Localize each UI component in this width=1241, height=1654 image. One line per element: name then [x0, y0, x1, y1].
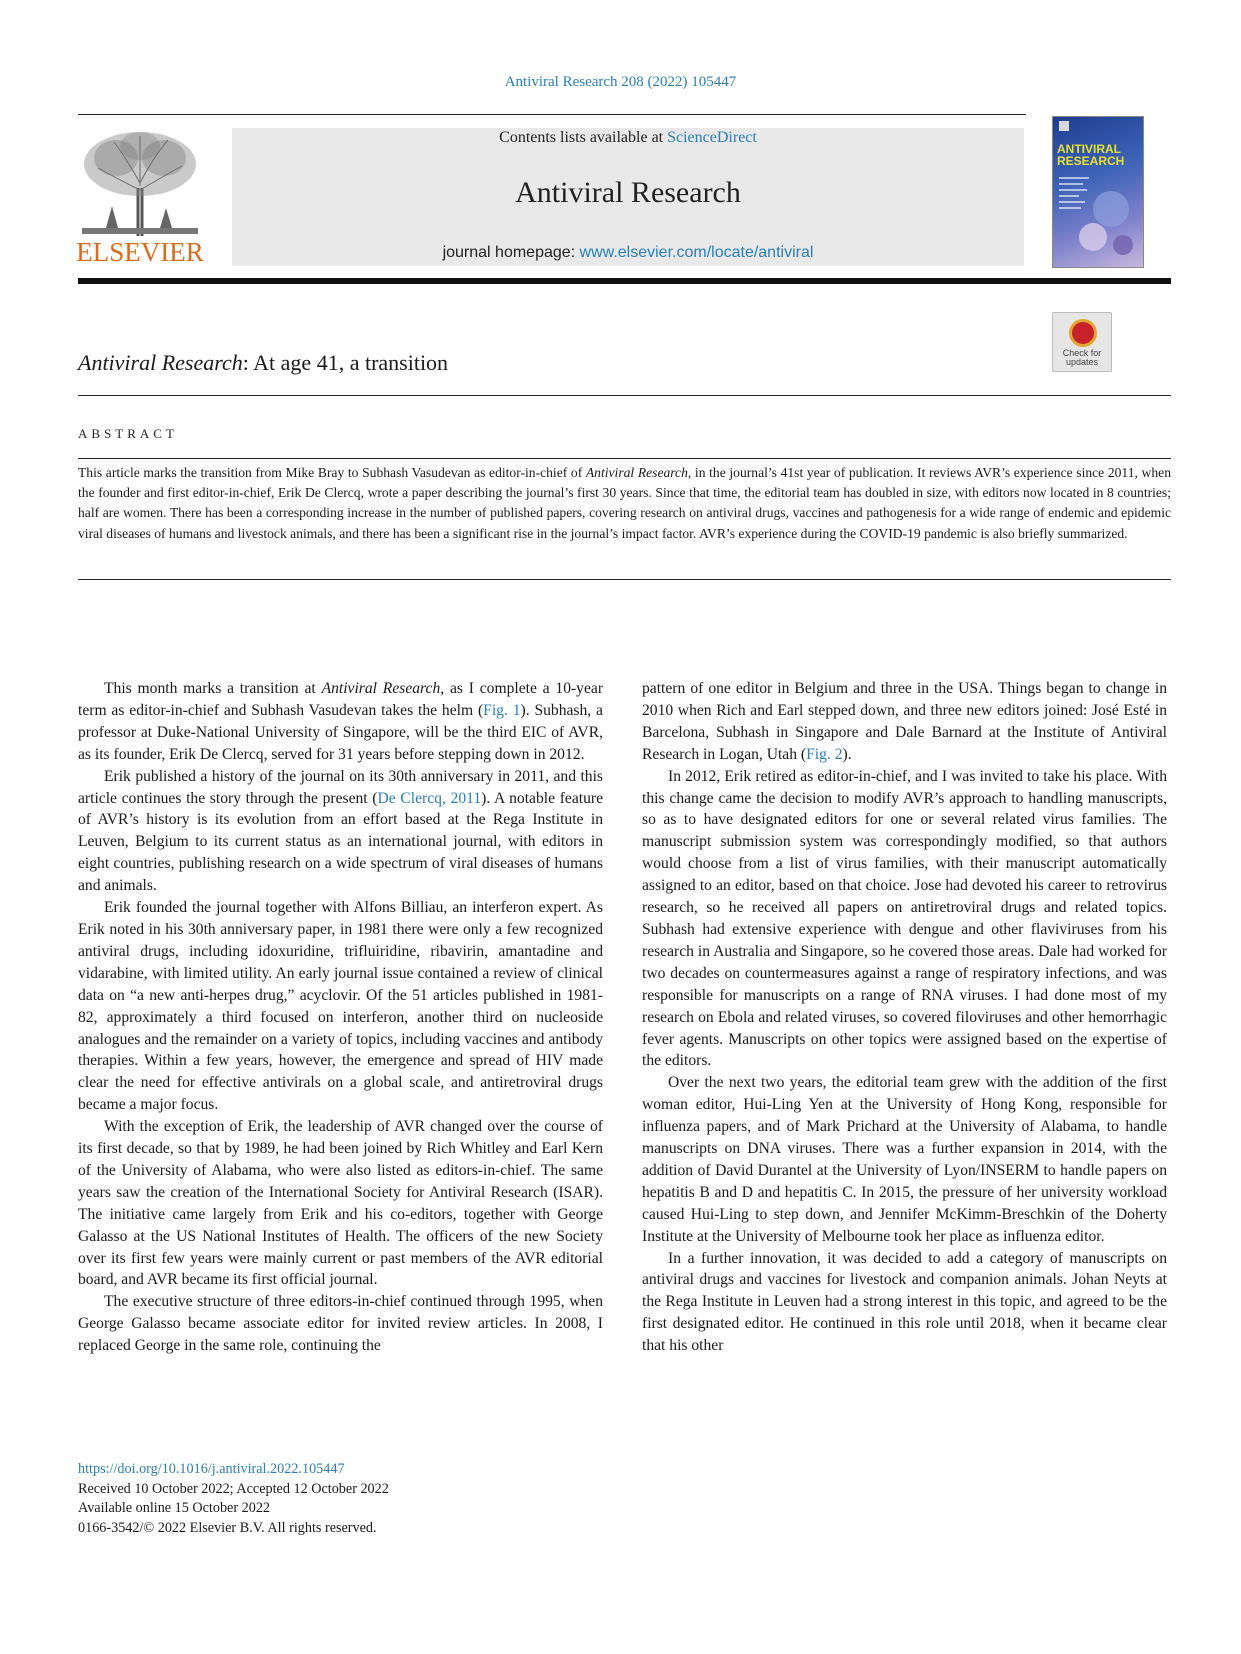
abstract-text: [78, 463, 1171, 544]
p1-italic: Antiviral Research: [321, 680, 441, 697]
header-thick-rule: [78, 278, 1171, 284]
homepage-prefix: journal homepage:: [442, 244, 580, 261]
body-paragraph: Erik founded the journal together with Alfons Billiau, an interferon expert. As Erik noted in his 30th anniversary paper, in 1981 there were only a few recognized antiviral drugs, including idoxuridine, trifluiridine, ribavirin, amantadine and vidarabine, with limited utility. An early journal issue contained a review of clinical data on “a new anti-herpes drug,” acyclovir. Of the 51 articles published in 1981-82, approximately a third focused on interferon, another third on nucleoside analogues and the remainder on a variety of topics, including vaccines and antibody therapies. Within a few years, however, the emergence and spread of HIV made clear the need for effective antivirals on a global scale, and antiretroviral drugs became a major focus.: [78, 899, 603, 1114]
check-updates-line1: Check for: [1062, 348, 1102, 358]
body-paragraph: In a further innovation, it was decided to add a category of manuscripts on antiviral drugs and vaccines for livestock and companion animals. Johan Neyts at the Rega Institute in Leuven had a strong interest in this topic, and agreed to be the first designated editor. He continued in this role until 2018, when it became clear that his other: [642, 1249, 1167, 1355]
journal-cover-image[interactable]: [1052, 116, 1144, 268]
top-rule: [78, 114, 1026, 115]
journal-name: Antiviral Research: [515, 176, 741, 209]
p2-text-b: ). A notable feature of AVR’s history is its evolution from an effort based at the Rega Institute in Leuven, Belgium to its current status as an international journal, with editors in eight countries, publishing research on a wide spectrum of viral diseases of humans and animals.: [78, 789, 603, 895]
bookmark-icon: [1069, 319, 1097, 347]
p6-text-a: pattern of one editor in Belgium and three in the USA. Things began to change in 2010 when Rich and Earl stepped down, and three new editors joined: José Esté in Barcelona, Subhash in Singapore and Dale Barnard at the Institute of Antiviral Research in Logan, Utah (: [642, 680, 1167, 763]
body-paragraph: [78, 678, 603, 766]
body-column-right: [642, 678, 1167, 1357]
title-rule: [78, 395, 1171, 396]
fig1-link[interactable]: Fig. 1: [483, 701, 521, 719]
check-updates-line2: updates: [1065, 357, 1099, 367]
body-paragraph: With the exception of Erik, the leadership of AVR changed over the course of its first decade, so that by 1989, he had been joined by Rich Whitley and Earl Kern of the University of Alabama, who were also listed as editors-in-chief. The same years saw the creation of the International Society for Antiviral Research (ISAR). The initiative came largely from Erik and his co-editors, together with George Galasso at the US National Institutes of Health. The officers of the new Society over its first few years were mainly current or past members of the AVR editorial board, and AVR became its first official journal.: [78, 1118, 603, 1289]
p1-text-c: ). Subhash, a professor at Duke-National University of Singapore, will be the third EIC of AVR, as its founder, Erik De Clercq, served for 31 years before stepping down in 2012.: [78, 701, 603, 763]
p1-text-b: , as I complete a 10-year term as editor-in-chief and Subhash Vasudevan takes the helm (: [78, 680, 604, 719]
homepage-line: [232, 244, 1024, 262]
abstract-bottom-rule: [78, 579, 1171, 580]
p6-text-b: ).: [842, 745, 852, 763]
body-paragraph: In 2012, Erik retired as editor-in-chief, and I was invited to take his place. With this change came the decision to modify AVR’s approach to handling manuscripts, so as to have designated editors for one or several related virus families. The manuscript submission system was correspondingly modified, so that authors would choose from a list of virus families, with their manuscript automatically assigned to an editor, based on that choice. Jose had devoted his career to retrovirus research, so he received all papers on antiretroviral drugs and related topics. Subhash had extensive experience with dengue and other flaviviruses from his research in Australia and Singapore, so he covered those areas. Dale had worked for two decades on countermeasures against a range of respiratory infections, and was responsible for manuscripts on a range of RNA viruses. I had done most of my research on Ebola and related viruses, so covered filoviruses and other hemorrhagic fever agents. Manuscripts on other topics were assigned based on the expertise of the editors.: [642, 767, 1167, 1070]
fig2-link[interactable]: Fig. 2: [806, 745, 843, 763]
body-paragraph: [78, 766, 603, 897]
doi-link[interactable]: https://doi.org/10.1016/j.antiviral.2022.105447: [78, 1461, 345, 1477]
p1-text-a: This month marks a transition at: [104, 680, 322, 697]
publisher-name: ELSEVIER: [76, 237, 204, 267]
cover-artwork-icon: [1053, 117, 1143, 267]
journal-homepage-link[interactable]: www.elsevier.com/locate/antiviral: [579, 244, 814, 261]
article-title-rest: : At age 41, a transition: [242, 350, 449, 375]
body-paragraph: [642, 678, 1167, 766]
received-dates: Received 10 October 2022; Accepted 12 October 2022: [78, 1480, 389, 1497]
journal-citation[interactable]: Antiviral Research 208 (2022) 105447: [504, 74, 737, 90]
abstract-heading: ABSTRACT: [78, 426, 178, 441]
sciencedirect-link[interactable]: ScienceDirect: [667, 129, 757, 146]
check-for-updates-button[interactable]: [1052, 312, 1112, 372]
abstract-italic: Antiviral Research: [585, 465, 688, 480]
body-paragraph: Over the next two years, the editorial team grew with the addition of the first woman editor, Hui-Ling Yen at the University of Hong Kong, responsible for influenza papers, and of Mark Prichard at the University of Alabama, to handle manuscripts on DNA viruses. There was a further expansion in 2014, with the addition of David Durantel at the University of Lyon/INSERM to handle papers on hepatitis B and D and hepatitis C. In 2015, the pressure of her university workload caused Hui-Ling to step down, and Jennifer McKimm-Breschkin of the Doherty Institute at the University of Melbourne took her place as influenza editor.: [642, 1074, 1167, 1245]
available-online: Available online 15 October 2022: [78, 1500, 271, 1516]
check-updates-label: [1053, 349, 1111, 367]
abstract-top-rule: [78, 458, 1171, 459]
cover-title-line1: ANTIVIRAL: [1057, 142, 1121, 156]
body-paragraph: The executive structure of three editors-in-chief continued through 1995, when George Galasso became associate editor for invited review articles. In 2008, I replaced George in the same role, continuing the: [78, 1293, 603, 1355]
cover-title: [1057, 143, 1141, 167]
body-column-left: [78, 678, 603, 1357]
abstract-part2: , in the journal’s 41st year of publication. It reviews AVR’s experience since 2011, when the founder and first editor-in-chief, Erik De Clercq, wrote a paper describing the journal’s first 30 years. Since that time, the editorial team has doubled in size, with editors now located in 8 countries; half are women. There has been a corresponding increase in the number of published papers, covering research on antiviral drugs, vaccines and pathogenesis for a wide range of endemic and epidemic viral diseases of humans and livestock animals, and there has been a significant rise in the journal’s impact factor. AVR’s experience during the COVID-19 pandemic is also briefly summarized.: [78, 465, 1171, 541]
contents-prefix: Contents lists available at: [499, 129, 668, 146]
copyright-notice: 0166-3542/© 2022 Elsevier B.V. All rights reserved.: [78, 1519, 377, 1536]
journal-masthead: [232, 128, 1024, 266]
article-footer: [78, 1460, 389, 1538]
tree-icon: [76, 128, 204, 238]
elsevier-logo[interactable]: [76, 128, 204, 268]
article-title: [78, 350, 448, 376]
p2-text-a: Erik published a history of the journal on its 30th anniversary in 2011, and this article continues the story through the present (: [78, 767, 603, 807]
contents-line: [232, 129, 1024, 147]
cover-title-line2: RESEARCH: [1057, 154, 1125, 168]
abstract-part1: This article marks the transition from Mike Bray to Subhash Vasudevan as editor-in-chief of: [78, 465, 586, 480]
declercq-2011-link[interactable]: De Clercq, 2011: [377, 789, 482, 807]
article-title-italic: Antiviral Research: [78, 350, 243, 375]
